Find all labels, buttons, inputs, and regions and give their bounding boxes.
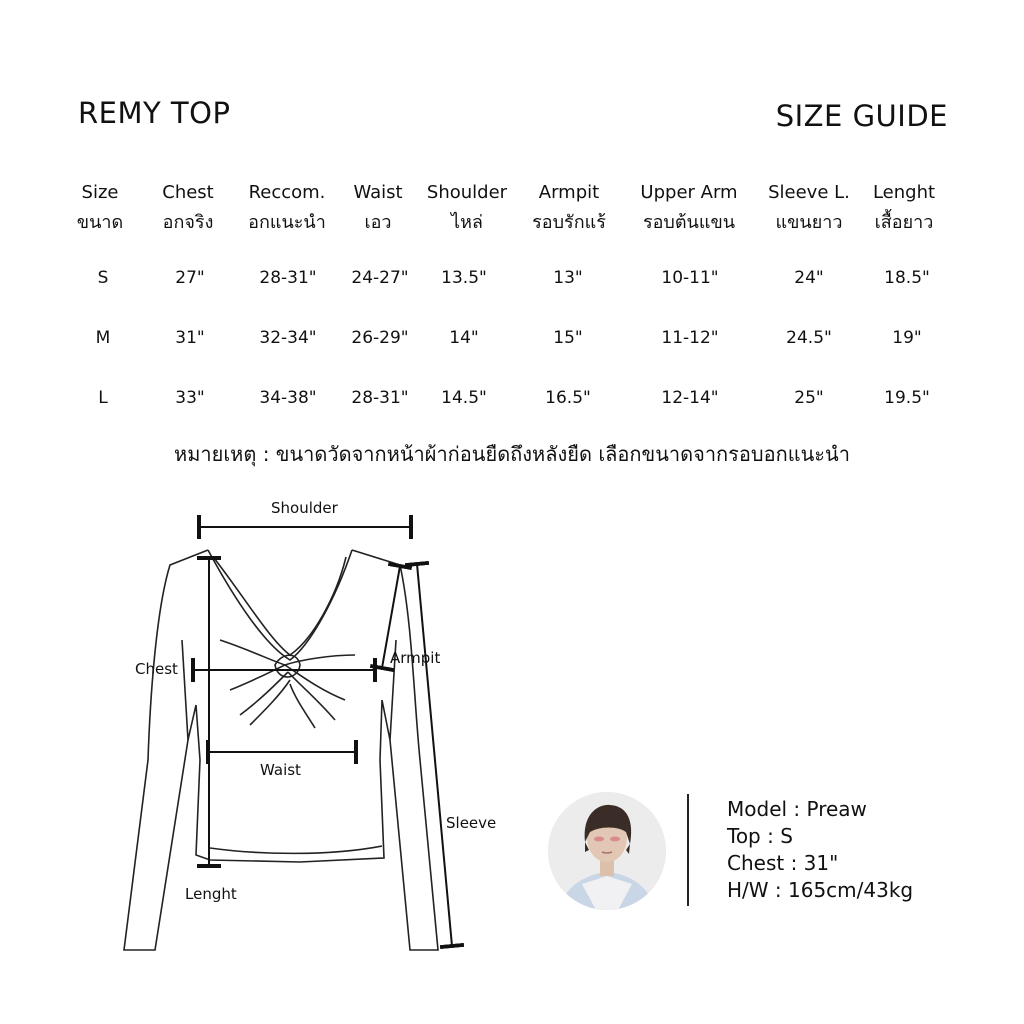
shirt-outline: [124, 550, 441, 950]
model-chest: Chest : 31": [727, 851, 839, 875]
label-length: Lenght: [185, 885, 237, 903]
label-waist: Waist: [260, 761, 301, 779]
size-guide-title: SIZE GUIDE: [775, 99, 948, 133]
model-name: Model : Preaw: [727, 797, 867, 821]
col-size: Size ขนาด: [76, 182, 124, 233]
model-top-size: Top : S: [727, 824, 793, 848]
col-chest: Chest อกจริง: [162, 182, 214, 233]
col-sleeve: Sleeve L. แขนยาว: [768, 182, 850, 233]
label-sleeve: Sleeve: [446, 814, 497, 832]
col-armpit: Armpit รอบรักแร้: [532, 182, 606, 233]
model-height-weight: H/W : 165cm/43kg: [727, 878, 914, 902]
size-note: หมายเหตุ : ขนาดวัดจากหน้าผ้าก่อนยืดถึงหลังยืด เลือกขนาดจากรอบอกแนะนำ: [174, 442, 850, 466]
label-armpit: Armpit: [390, 649, 441, 667]
measure-lines: [193, 527, 452, 946]
col-waist: Waist เอว: [353, 182, 403, 233]
product-title: REMY TOP: [78, 96, 231, 130]
model-photo: [548, 792, 666, 910]
col-upper-arm: Upper Arm รอบต้นแขน: [640, 182, 738, 233]
sleeve-line: [417, 564, 452, 946]
model-avatar: [548, 792, 666, 910]
col-reccom: Reccom. อกแนะนำ: [248, 182, 326, 233]
model-info: [727, 796, 913, 904]
col-shoulder: Shoulder ไหล่: [426, 182, 508, 233]
label-chest: Chest: [135, 660, 178, 678]
model-divider: [687, 794, 689, 906]
col-length: Lenght เสื้อยาว: [872, 182, 936, 233]
label-shoulder: Shoulder: [271, 499, 338, 517]
